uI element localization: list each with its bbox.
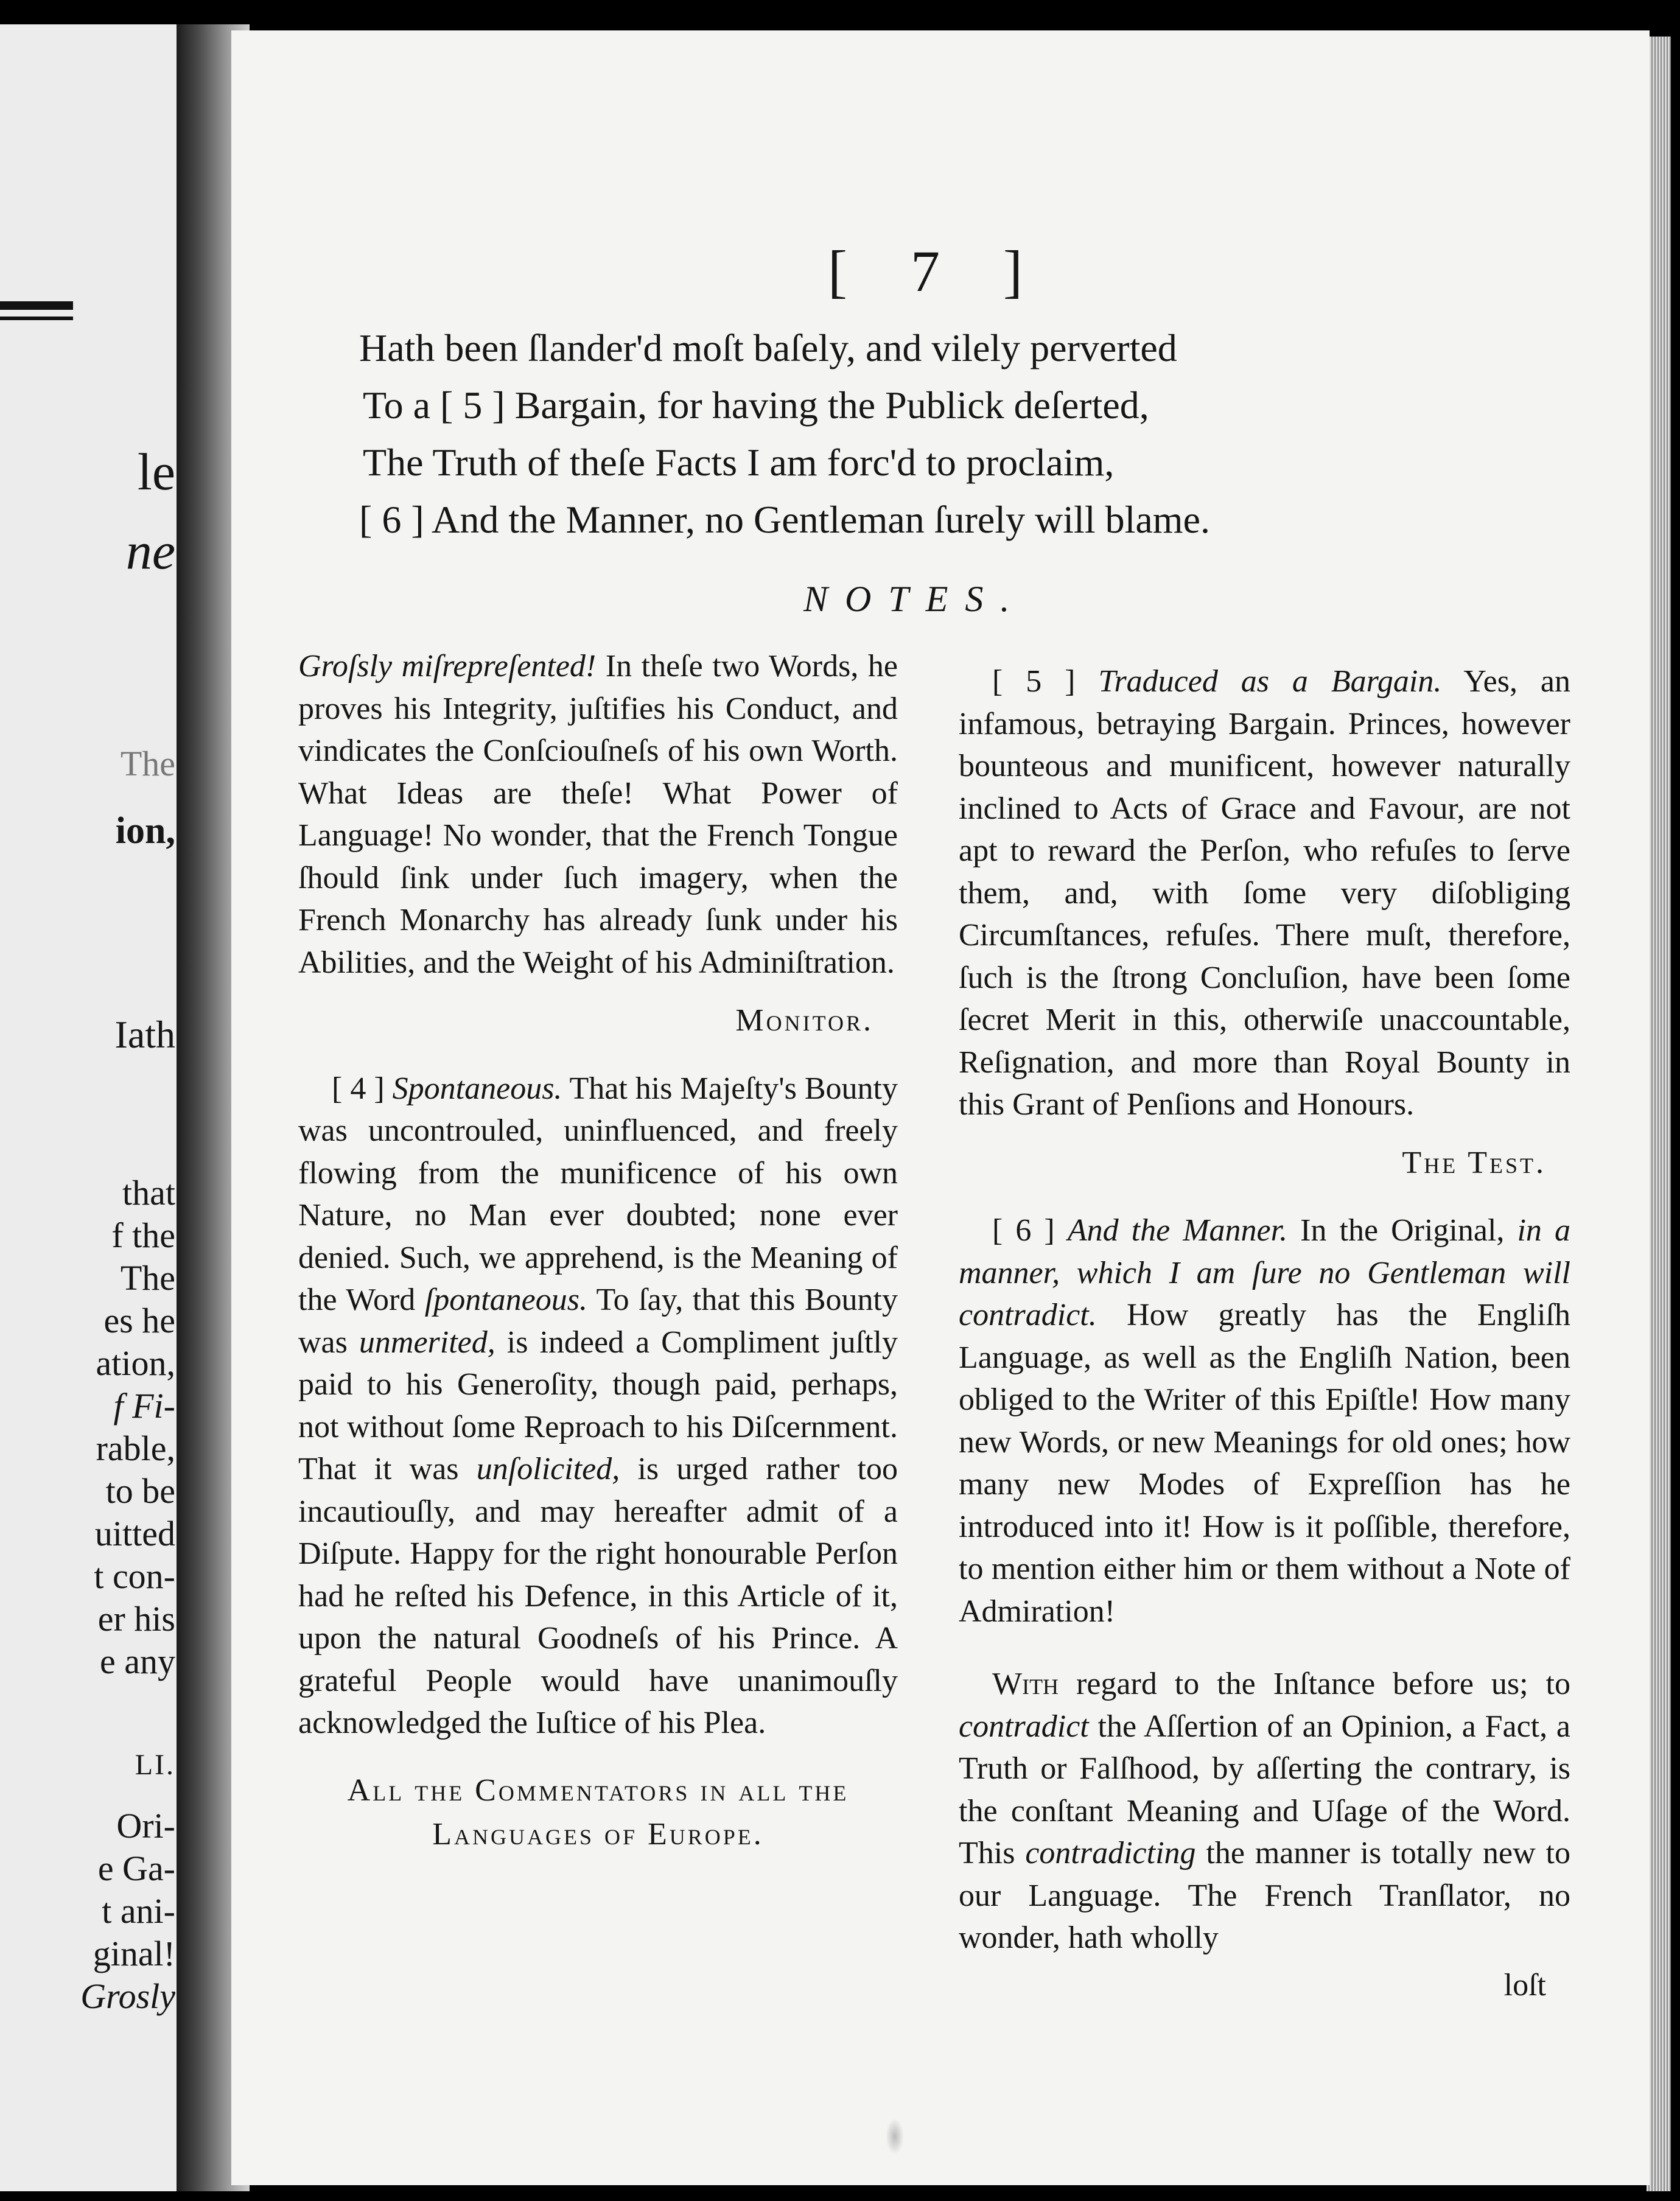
facing-page-fragment: ginal! xyxy=(93,1934,175,1973)
note-paragraph xyxy=(959,1209,1570,1632)
note-lemma: Groſsly miſrepreſented! xyxy=(298,649,597,684)
note-emphasis: unmerited, xyxy=(359,1324,495,1360)
facing-page-fragment: e any xyxy=(100,1642,175,1681)
note-emphasis: ſpontaneous. xyxy=(424,1282,587,1317)
note-marker: [ 6 ] xyxy=(992,1213,1068,1248)
verse-line: [ 6 ] And the Manner, no Gentleman ſurely will blame. xyxy=(359,498,1210,541)
closing-attribution xyxy=(298,1769,898,1856)
ink-smudge xyxy=(886,2118,904,2155)
note-text: the manner is totally new to our Language. The French Tranſlator, no wonder, hath wholly xyxy=(959,1836,1570,1955)
note-text: To ſay, that this Bounty was xyxy=(298,1282,898,1360)
facing-page-fragment: f Fi- xyxy=(113,1386,175,1426)
verse-line: Hath been ſlander'd moſt baſely, and vilely perverted xyxy=(359,326,1177,369)
note-emphasis: in a manner, which I am ſure no Gentleman will contradict. xyxy=(959,1213,1570,1332)
note-text: That his Majeſty's Bounty was uncontrouled, uninfluenced, and freely flowing from the munificence of his own Nature, no Man ever doubted; none ever denied. Such, we apprehend, is the Meaning of the Word xyxy=(298,1071,898,1317)
decorative-rule xyxy=(0,301,73,310)
facing-page-fragment: Ori- xyxy=(116,1806,175,1846)
verse-line: The Truth of theſe Facts I am forc'd to proclaim, xyxy=(363,441,1115,484)
facing-page-fragment: uitted xyxy=(94,1514,175,1553)
note-lemma: Spontaneous. xyxy=(392,1071,562,1106)
closing-line: All the Commentators in all the xyxy=(347,1772,849,1808)
note-paragraph xyxy=(959,660,1570,1126)
facing-page-fragment: er his xyxy=(97,1599,175,1639)
note-attribution: Monitor. xyxy=(735,1003,873,1038)
note-paragraph xyxy=(298,645,898,984)
page-edges xyxy=(1647,37,1671,2191)
verse-line: To a [ 5 ] Bargain, for having the Publick deſerted, xyxy=(363,383,1149,427)
note-text: is urged rather too incautiouſly, and may hereafter admit of a Diſpute. Happy for the right honourable Perſon had he reſted his Defence, in this Article of it, upon the natural Goodneſs of his Prince. A grateful People would have unanimouſly acknowledged the Iuſtice of his Plea. xyxy=(298,1452,898,1740)
facing-page-fragment: f the xyxy=(111,1216,175,1255)
note-text: In the Original, xyxy=(1287,1213,1517,1248)
facing-page-fragment: LI. xyxy=(135,1749,175,1781)
facing-page-fragment: es he xyxy=(103,1301,175,1340)
note-emphasis: contradicting xyxy=(1025,1836,1196,1870)
note-emphasis: unſolicited, xyxy=(476,1452,620,1486)
facing-page-fragment: ation, xyxy=(96,1343,175,1383)
note-emphasis: contradict xyxy=(959,1709,1089,1744)
notes-column-left xyxy=(298,645,898,1856)
verse-block xyxy=(359,320,1394,548)
note-marker: [ 5 ] xyxy=(992,664,1099,699)
note-paragraph xyxy=(298,1068,898,1744)
note-text: is indeed a Compliment juſtly paid to his Generoſity, though paid, perhaps, not without ſome Reproach to his Diſcernment. That it was xyxy=(298,1324,898,1486)
note-lemma: Traduced as a Bargain. xyxy=(1098,664,1442,699)
note-text: How greatly has the Engliſh Language, as well as the Engliſh Nation, been obliged to the Writer of this Epiſtle! How many new Words, or new Meanings for old ones; how many new Modes of Expreſſion has he introduced into it! How is it poſſible, therefore, to mention either him or them without a Note of Admiration! xyxy=(959,1298,1570,1629)
facing-page-fragment: that xyxy=(122,1173,175,1212)
decorative-rule xyxy=(0,317,73,320)
note-text: Yes, an infamous, betraying Bargain. Princes, however bounteous and munificent, however naturally inclined to Acts of Grace and Favour, are not apt to reward the Perſon, who refuſes to ſerve them, and, with ſome very diſobliging Circumſtances, refuſes. There muſt, therefore, ſuch is the ſtrong Concluſion, have been ſome ſecret Merit in this, otherwiſe unaccountable, Reſignation, and more than Royal Bounty in this Grant of Penſions and Honours. xyxy=(959,664,1570,1122)
notes-heading: NOTES. xyxy=(803,579,1027,619)
page-number: [ 7 ] xyxy=(828,239,1047,304)
facing-page-fragment: ion, xyxy=(115,810,175,852)
facing-page-fragment: Grosly xyxy=(80,1976,175,2016)
note-marker: [ 4 ] xyxy=(332,1071,393,1106)
facing-page-fragment: The xyxy=(120,1258,175,1298)
facing-page-fragment: le xyxy=(137,443,175,501)
note-attribution: The Test. xyxy=(1402,1145,1546,1180)
facing-page-fragment: e Ga- xyxy=(97,1849,175,1888)
facing-page-fragment: The xyxy=(120,744,175,783)
closing-line: Languages of Europe. xyxy=(432,1816,764,1852)
note-text: regard to the Inſtance before us; to xyxy=(1059,1667,1570,1701)
note-lemma: And the Manner. xyxy=(1067,1213,1288,1248)
catchword: loſt xyxy=(1503,1967,1546,2003)
facing-page-fragment: t con- xyxy=(94,1556,175,1596)
note-paragraph xyxy=(959,1663,1570,1959)
facing-page-fragment: ne xyxy=(125,522,175,580)
facing-page-fragment: Iath xyxy=(114,1013,175,1056)
notes-column-right xyxy=(959,660,1570,2006)
note-text: In theſe two Words, he proves his Integrity, juſtifies his Conduct, and vindicates the Conſciouſneſs of his own Worth. What Ideas are theſe! What Power of Language! No wonder, that the French Tongue ſhould ſink under ſuch imagery, when the French Monarchy has already ſunk under his Abilities, and the Weight of his Adminiſtration. xyxy=(298,649,898,980)
facing-page-fragment: rable, xyxy=(96,1429,175,1468)
facing-page-fragment: t ani- xyxy=(102,1891,175,1931)
facing-page-left xyxy=(0,24,184,2191)
note-text: the Aſſertion of an Opinion, a Fact, a Truth or Falſhood, by aſſerting the contrary, is the conſtant Meaning and Uſage of the Word. This xyxy=(959,1709,1570,1870)
facing-page-fragment: to be xyxy=(105,1471,175,1511)
note-lead-word: With xyxy=(992,1667,1059,1701)
paragraph-gap xyxy=(959,1632,1570,1663)
